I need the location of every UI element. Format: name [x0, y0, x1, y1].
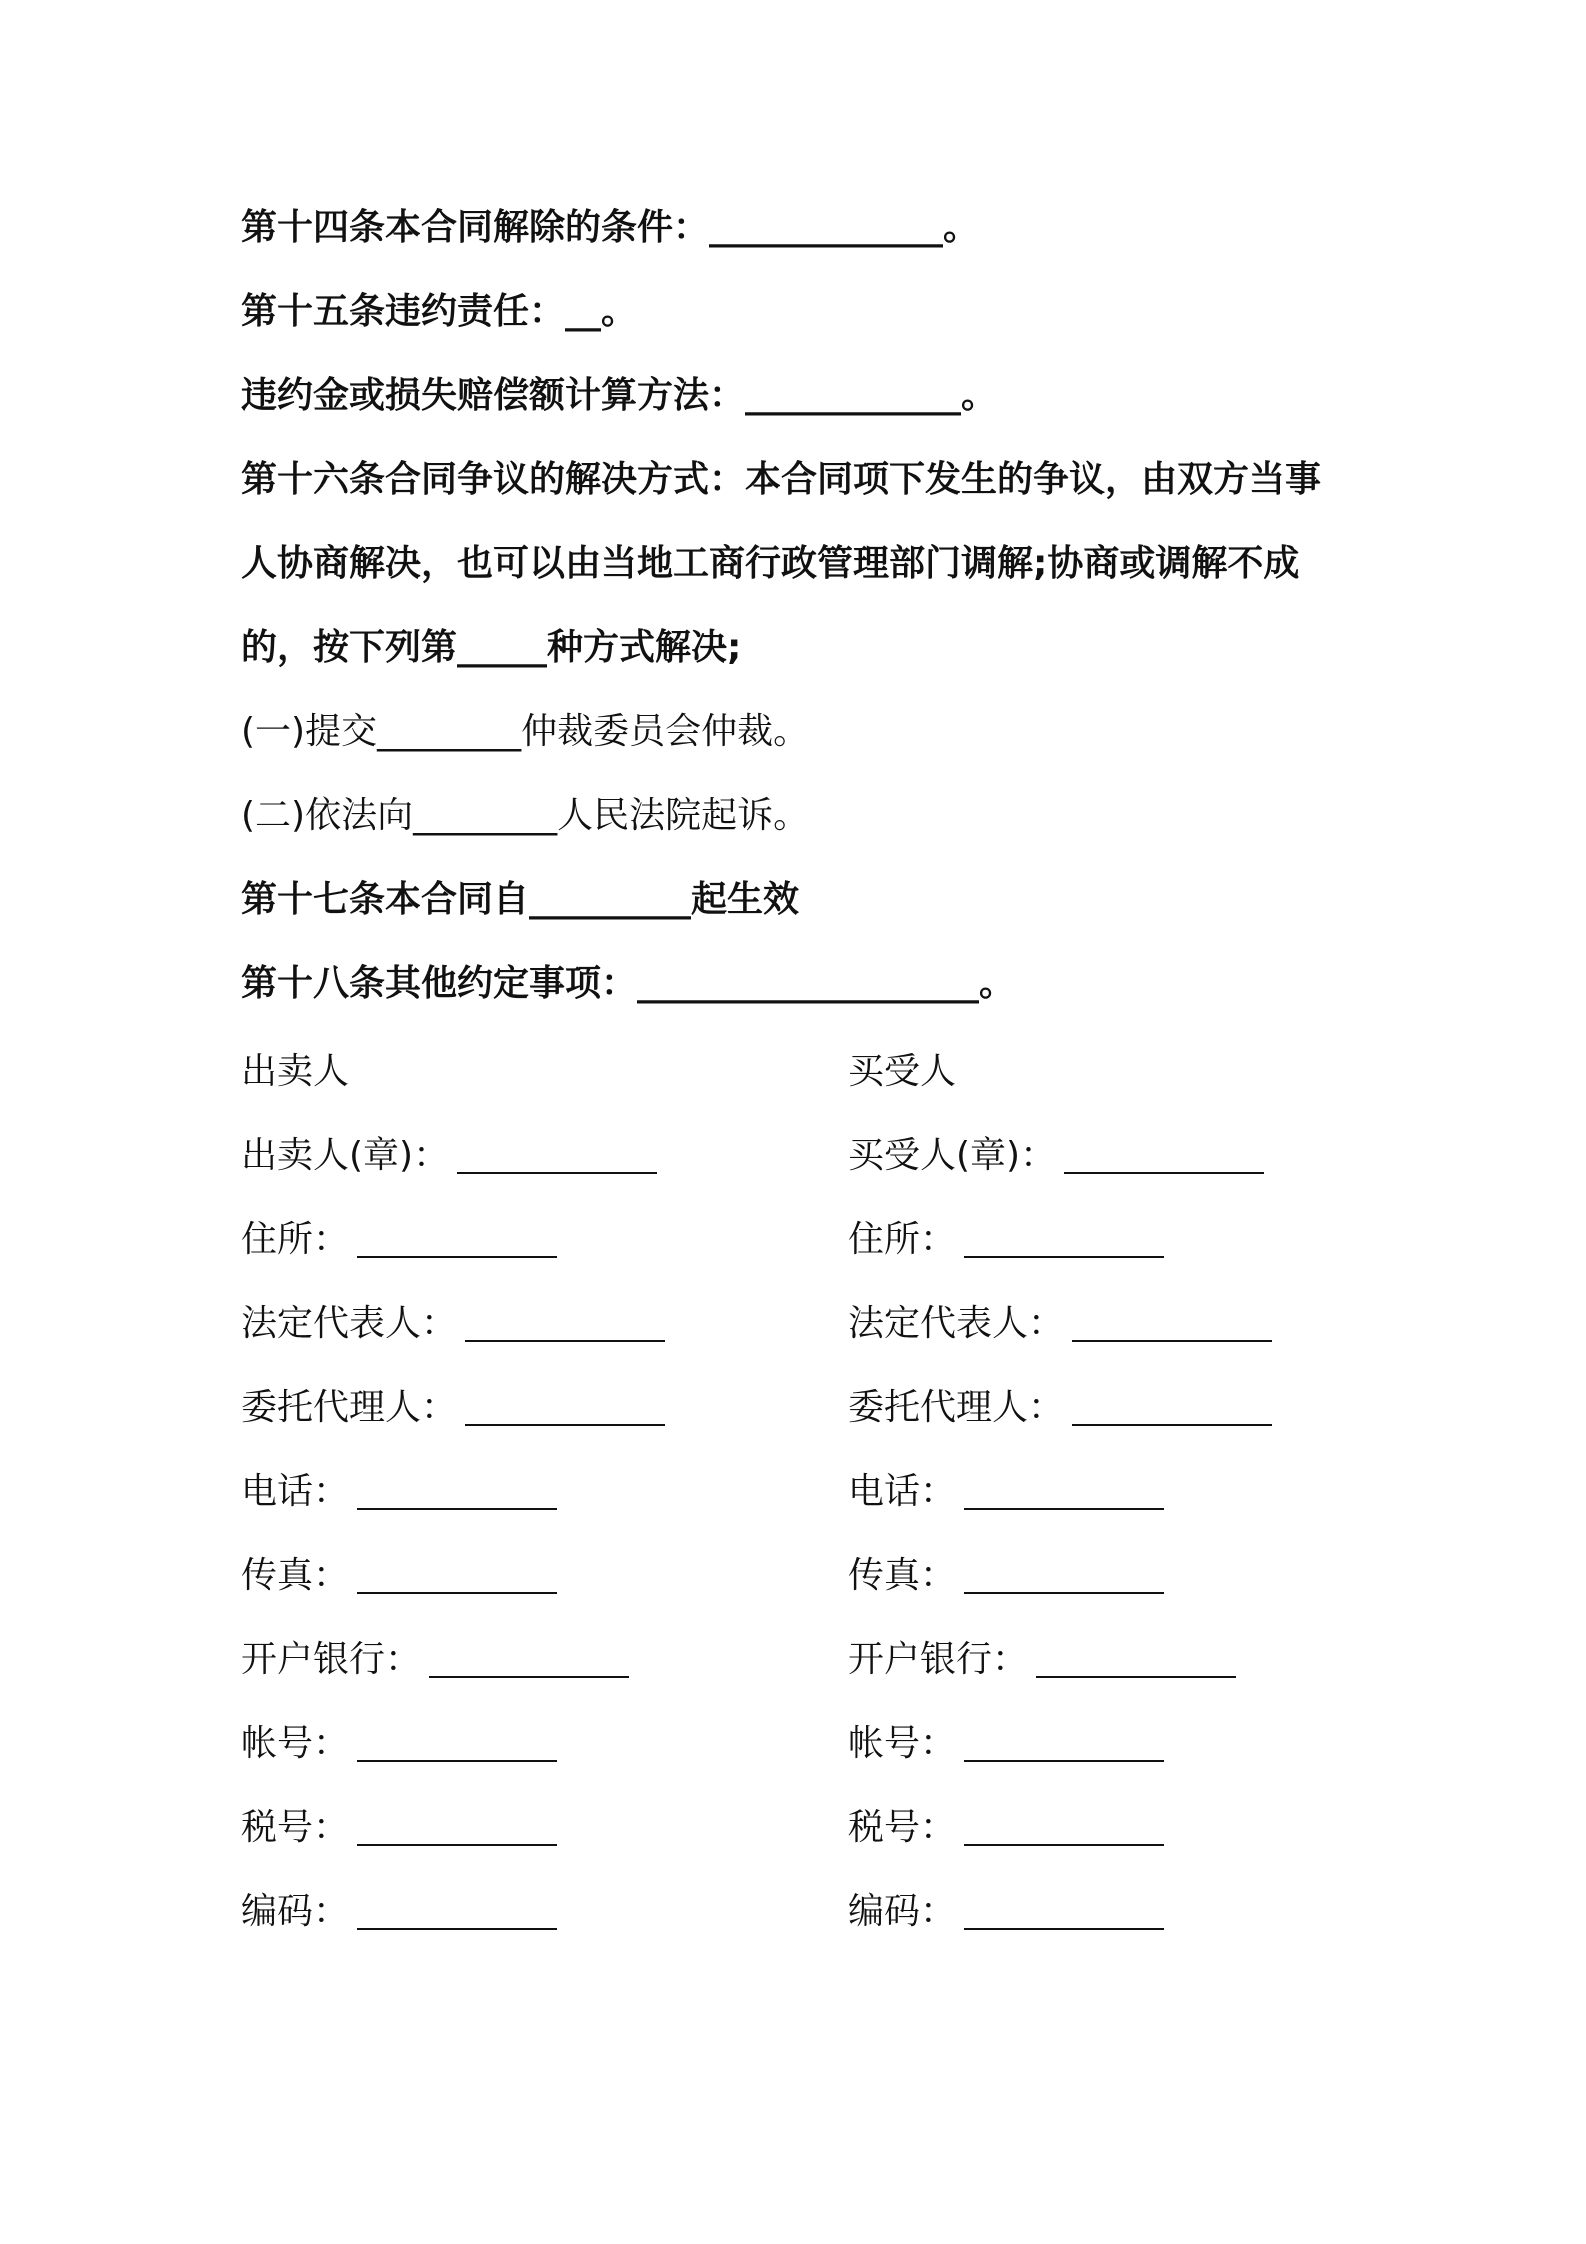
seller-tax-blank[interactable]	[357, 1808, 557, 1846]
seller-fax-blank[interactable]	[357, 1556, 557, 1594]
seller-legal-rep-blank[interactable]	[465, 1304, 665, 1342]
buyer-bank-label: 开户银行：	[848, 1639, 1029, 1680]
seller-address-row	[241, 1216, 557, 1264]
buyer-code-row	[848, 1888, 1164, 1936]
buyer-agent-row	[848, 1384, 1272, 1432]
clause-16-option-2: (二)依法向________人民法院起诉。	[241, 795, 810, 836]
buyer-account-blank[interactable]	[964, 1724, 1164, 1762]
seller-account-row	[241, 1720, 557, 1768]
buyer-seal-blank[interactable]	[1064, 1136, 1264, 1174]
buyer-code-label: 编码：	[848, 1891, 957, 1932]
seller-account-label: 帐号：	[241, 1723, 350, 1764]
seller-code-row	[241, 1888, 557, 1936]
seller-heading: 出卖人	[241, 1051, 350, 1092]
seller-tax-label: 税号：	[241, 1807, 350, 1848]
buyer-legal-rep-blank[interactable]	[1072, 1304, 1272, 1342]
seller-legal-rep-label: 法定代表人：	[241, 1303, 458, 1344]
buyer-account-label: 帐号：	[848, 1723, 957, 1764]
buyer-legal-rep-row	[848, 1300, 1272, 1348]
clause-15: 第十五条违约责任：__。	[241, 291, 638, 332]
seller-tax-row	[241, 1804, 557, 1852]
buyer-bank-blank[interactable]	[1036, 1640, 1236, 1678]
seller-address-blank[interactable]	[357, 1220, 557, 1258]
buyer-fax-label: 传真：	[848, 1555, 957, 1596]
clause-14: 第十四条本合同解除的条件：_____________。	[241, 207, 980, 248]
seller-phone-row	[241, 1468, 557, 1516]
buyer-heading: 买受人	[848, 1051, 957, 1092]
buyer-legal-rep-label: 法定代表人：	[848, 1303, 1065, 1344]
seller-code-label: 编码：	[241, 1891, 350, 1932]
seller-fax-label: 传真：	[241, 1555, 350, 1596]
buyer-address-row	[848, 1216, 1164, 1264]
seller-agent-label: 委托代理人：	[241, 1387, 458, 1428]
seller-agent-row	[241, 1384, 665, 1432]
buyer-address-label: 住所：	[848, 1219, 957, 1260]
seller-bank-label: 开户银行：	[241, 1639, 422, 1680]
clause-16-line-2: 人协商解决，也可以由当地工商行政管理部门调解;协商或调解不成	[241, 543, 1300, 584]
buyer-seal-label: 买受人(章)：	[848, 1135, 1057, 1176]
seller-account-blank[interactable]	[357, 1724, 557, 1762]
buyer-fax-row	[848, 1552, 1164, 1600]
buyer-phone-label: 电话：	[848, 1471, 957, 1512]
buyer-agent-label: 委托代理人：	[848, 1387, 1065, 1428]
seller-agent-blank[interactable]	[465, 1388, 665, 1426]
buyer-bank-row	[848, 1636, 1236, 1684]
buyer-address-blank[interactable]	[964, 1220, 1164, 1258]
buyer-agent-blank[interactable]	[1072, 1388, 1272, 1426]
seller-phone-blank[interactable]	[357, 1472, 557, 1510]
seller-seal-row	[241, 1132, 657, 1180]
clause-16-line-1: 第十六条合同争议的解决方式：本合同项下发生的争议，由双方当事	[241, 459, 1322, 500]
buyer-account-row	[848, 1720, 1164, 1768]
clause-18: 第十八条其他约定事项：___________________。	[241, 963, 1016, 1004]
clause-15-penalty-method: 违约金或损失赔偿额计算方法：____________。	[241, 375, 998, 416]
buyer-phone-row	[848, 1468, 1164, 1516]
seller-bank-row	[241, 1636, 629, 1684]
buyer-tax-blank[interactable]	[964, 1808, 1164, 1846]
seller-seal-label: 出卖人(章)：	[241, 1135, 450, 1176]
buyer-tax-label: 税号：	[848, 1807, 957, 1848]
seller-address-label: 住所：	[241, 1219, 350, 1260]
seller-phone-label: 电话：	[241, 1471, 350, 1512]
seller-fax-row	[241, 1552, 557, 1600]
clause-16-option-1: (一)提交________仲裁委员会仲裁。	[241, 711, 810, 752]
clause-16-line-3: 的，按下列第_____种方式解决;	[241, 627, 742, 668]
buyer-tax-row	[848, 1804, 1164, 1852]
seller-code-blank[interactable]	[357, 1892, 557, 1930]
seller-seal-blank[interactable]	[457, 1136, 657, 1174]
buyer-code-blank[interactable]	[964, 1892, 1164, 1930]
clause-17: 第十七条本合同自_________起生效	[241, 879, 800, 920]
buyer-fax-blank[interactable]	[964, 1556, 1164, 1594]
seller-legal-rep-row	[241, 1300, 665, 1348]
buyer-seal-row	[848, 1132, 1264, 1180]
buyer-phone-blank[interactable]	[964, 1472, 1164, 1510]
seller-bank-blank[interactable]	[429, 1640, 629, 1678]
